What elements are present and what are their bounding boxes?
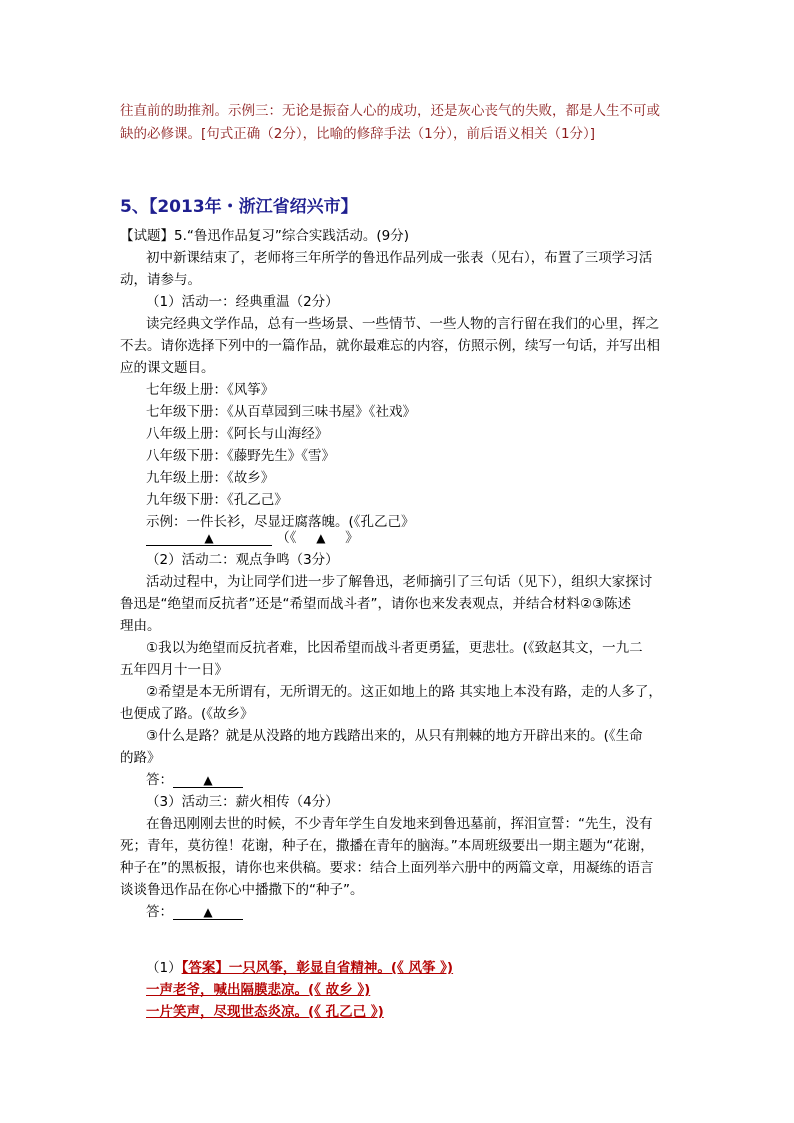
answer-number: （1） [146, 960, 182, 976]
activity1-title: （1）活动一：经典重温（2分） [146, 294, 339, 310]
activity3-text-4: 谈谈鲁迅作品在你心中播撒下的“种子”。 [120, 882, 364, 898]
work-item: 八年级上册：《阿长与山海经》 [146, 426, 329, 442]
work-item: 七年级上册：《风筝》 [146, 382, 275, 398]
answer-blank[interactable] [173, 771, 243, 788]
intro-line-1: 初中新课结束了，老师将三年所学的鲁迅作品列成一张表（见右），布置了三项学习活 [146, 250, 653, 266]
activity1-text-1: 读完经典文学作品，总有一些场景、一些情节、一些人物的言行留在我们的心里，挥之 [146, 316, 659, 332]
answer-1: 【答案】一只风筝，彰显自省精神。(《 风筝 》) [181, 960, 454, 976]
answer-label: 答： [146, 772, 173, 788]
quote-3a: ③什么是路？就是从没路的地方践踏出来的，从只有荆棘的地方开辟出来的。(《生命 [146, 728, 643, 744]
work-item: 九年级上册：《故乡》 [146, 470, 275, 486]
triangle-marker: ▲ [203, 773, 213, 787]
work-item: 九年级下册：《孔乙己》 [146, 492, 288, 508]
paren-open: （《 [276, 530, 297, 546]
section-heading: 5、【2013年・浙江省绍兴市】 [120, 197, 358, 217]
activity3-title: （3）活动三：薪火相传（4分） [146, 794, 339, 810]
activity2-text-1: 活动过程中，为让同学们进一步了解鲁迅，老师摘引了三句话（见下），组织大家探讨 [146, 574, 653, 590]
activity2-answer-line [146, 770, 243, 790]
answer-label: 答： [146, 904, 173, 920]
paren-close: 》 [345, 530, 359, 546]
activity1-text-2: 不去。请你选择下列中的一篇作品，就你最难忘的内容，仿照示例，续写一句话，并写出相 [120, 338, 660, 354]
quote-1b: 五年四月十一日》 [120, 662, 228, 678]
prev-answer-line-2: 缺的必修课。[句式正确（2分），比喻的修辞手法（1分），前后语义相关（1分）] [120, 126, 596, 142]
work-item: 八年级下册：《藤野先生》《雪》 [146, 448, 335, 464]
question-title: 【试题】5.“鲁迅作品复习”综合实践活动。(9分) [120, 228, 409, 244]
activity3-text-1: 在鲁迅刚刚去世的时候，不少青年学生自发地来到鲁迅墓前，挥泪宣誓：“先生，没有 [146, 816, 653, 832]
prev-answer-line-1: 往直前的助推剂。示例三：无论是振奋人心的成功，还是灰心丧气的失败，都是人生不可或 [120, 103, 660, 119]
activity3-text-2: 死；青年，莫彷徨！花谢，种子在，撒播在青年的脑海。”本周班级要出一期主题为“花谢， [120, 838, 654, 854]
triangle-marker: ▲ [316, 531, 326, 545]
activity2-title: （2）活动二：观点争鸣（3分） [146, 552, 339, 568]
triangle-marker: ▲ [204, 531, 214, 545]
quote-3b: 的路》 [120, 750, 161, 766]
answer-1-line [146, 958, 453, 978]
quote-2a: ②希望是本无所谓有，无所谓无的。这正如地上的路 其实地上本没有路，走的人多了， [146, 684, 662, 700]
activity2-text-3: 理由。 [120, 618, 161, 634]
quote-1a: ①我以为绝望而反抗者难，比因希望而战斗者更勇猛，更悲壮。(《致赵其文，一九二 [146, 640, 643, 656]
example-line: 示例：一件长衫，尽显迂腐落魄。(《孔乙己》 [146, 514, 415, 530]
activity3-text-3: 种子在”的黑板报，请你也来供稿。要求：结合上面列举六册中的两篇文章，用凝练的语言 [120, 860, 654, 876]
activity3-answer-line [146, 902, 243, 922]
answer-blank[interactable] [146, 529, 272, 546]
activity1-text-3: 应的课文题目。 [120, 360, 215, 376]
activity1-answer-blank-line [146, 528, 359, 548]
quote-2b: 也便成了路。(《故乡》 [120, 706, 254, 722]
intro-line-2: 动，请参与。 [120, 272, 201, 288]
answer-2: 一声老爷，喊出隔膜悲凉。(《 故乡 》) [146, 982, 371, 998]
triangle-marker: ▲ [203, 905, 213, 919]
answer-3: 一片笑声，尽现世态炎凉。(《 孔乙己 》) [146, 1004, 384, 1020]
title-blank[interactable] [301, 529, 341, 545]
work-item: 七年级下册：《从百草园到三味书屋》《社戏》 [146, 404, 416, 420]
answer-blank[interactable] [173, 903, 243, 920]
activity2-text-2: 鲁迅是“绝望而反抗者”还是“希望而战斗者”，请你也来发表观点，并结合材料②③陈述 [120, 596, 632, 612]
